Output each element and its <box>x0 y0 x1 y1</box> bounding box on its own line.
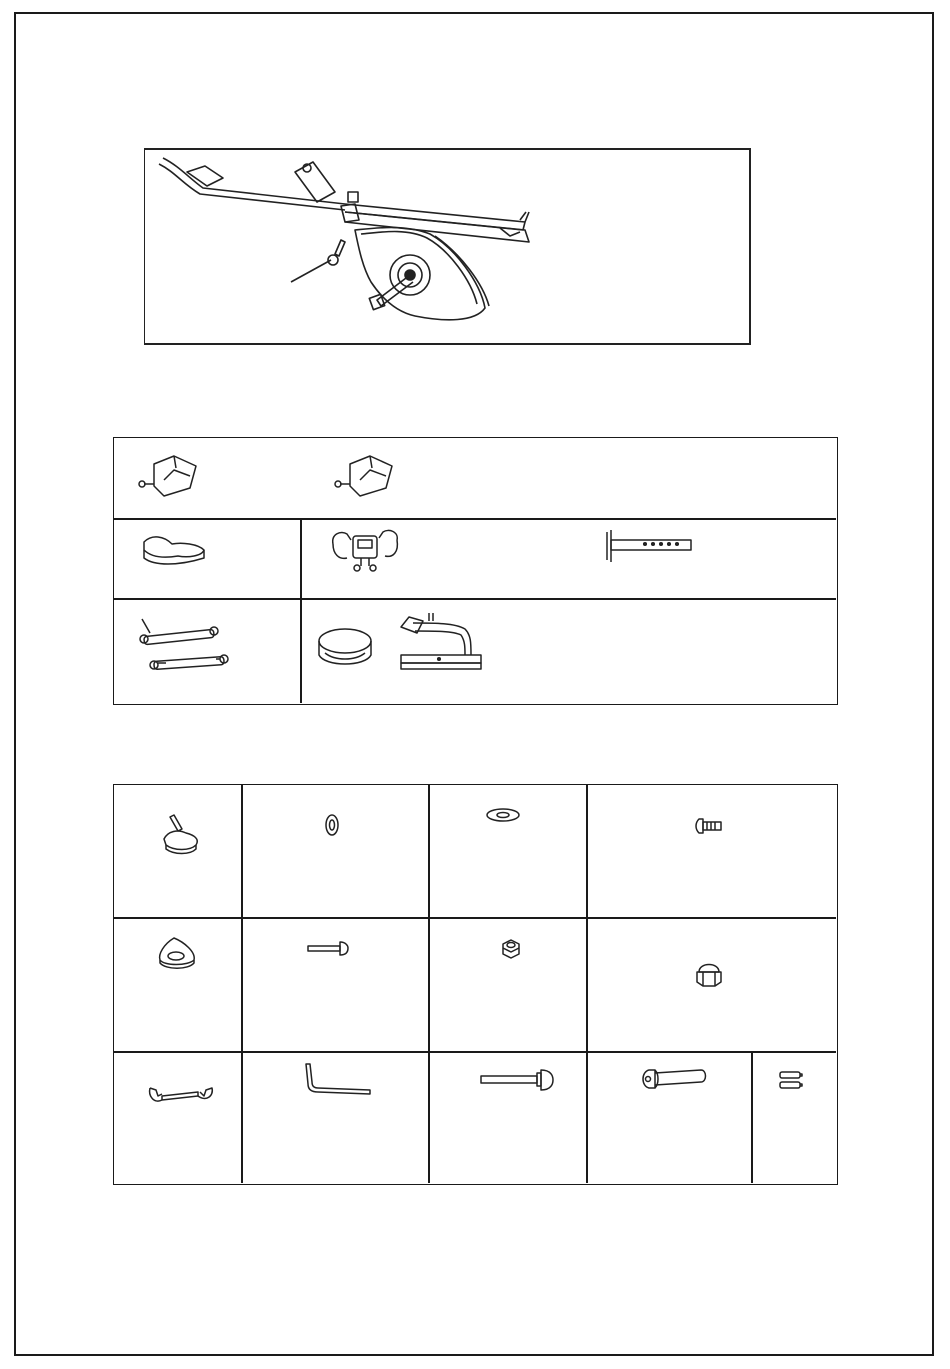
parts-table <box>113 437 838 705</box>
hardware-cell-wide-washer <box>429 785 586 917</box>
parts-cell-stabilizers <box>114 599 300 703</box>
hardware-cell-flat-washer <box>242 785 428 917</box>
hardware-cell-batteries <box>752 1052 836 1183</box>
seat-cushion-icon <box>315 625 385 675</box>
batteries-icon <box>776 1068 810 1098</box>
cap-nut-icon <box>693 958 727 992</box>
parts-cell-cushion-slider <box>301 599 836 703</box>
hardware-cell-knob <box>114 785 241 917</box>
short-screw-icon <box>693 813 733 843</box>
parts-cell-handlebar-post <box>301 518 836 598</box>
knob-icon <box>158 813 208 863</box>
hardware-cell-carriage-bolt <box>429 1052 586 1183</box>
curved-washer-icon <box>154 934 204 974</box>
hardware-cell-cap-nut <box>587 918 836 1051</box>
flat-washer-icon <box>320 811 350 841</box>
seat-slider-bracket-icon <box>395 609 495 679</box>
hardware-cell-wrench <box>114 1052 241 1183</box>
hardware-cell-long-bolt <box>242 918 428 1051</box>
hardware-cell-hex-nut <box>429 918 586 1051</box>
carriage-bolt-icon <box>479 1066 559 1096</box>
main-frame-icon <box>145 150 750 345</box>
hardware-cell-allen-key <box>242 1052 428 1183</box>
handlebar-computer-icon <box>327 526 407 576</box>
wide-washer-icon <box>485 805 525 829</box>
long-bolt-icon <box>306 938 356 962</box>
seat-post-icon <box>599 528 699 568</box>
left-pedal-icon <box>136 450 206 500</box>
parts-cell-seat <box>114 518 300 598</box>
right-pedal-icon <box>332 450 402 500</box>
hex-bolt-icon <box>637 1064 717 1104</box>
wrench-icon <box>146 1082 216 1112</box>
seat-icon <box>138 532 218 572</box>
hardware-cell-short-screw <box>587 785 836 917</box>
hardware-table <box>113 784 838 1185</box>
main-frame-figure <box>144 148 751 345</box>
allen-key-icon <box>300 1060 380 1100</box>
parts-cell-pedals <box>114 438 836 518</box>
hardware-cell-hex-bolt <box>587 1052 751 1183</box>
hex-nut-icon <box>497 936 527 966</box>
hardware-cell-curved-washer <box>114 918 241 1051</box>
stabilizer-bars-icon <box>134 617 234 687</box>
